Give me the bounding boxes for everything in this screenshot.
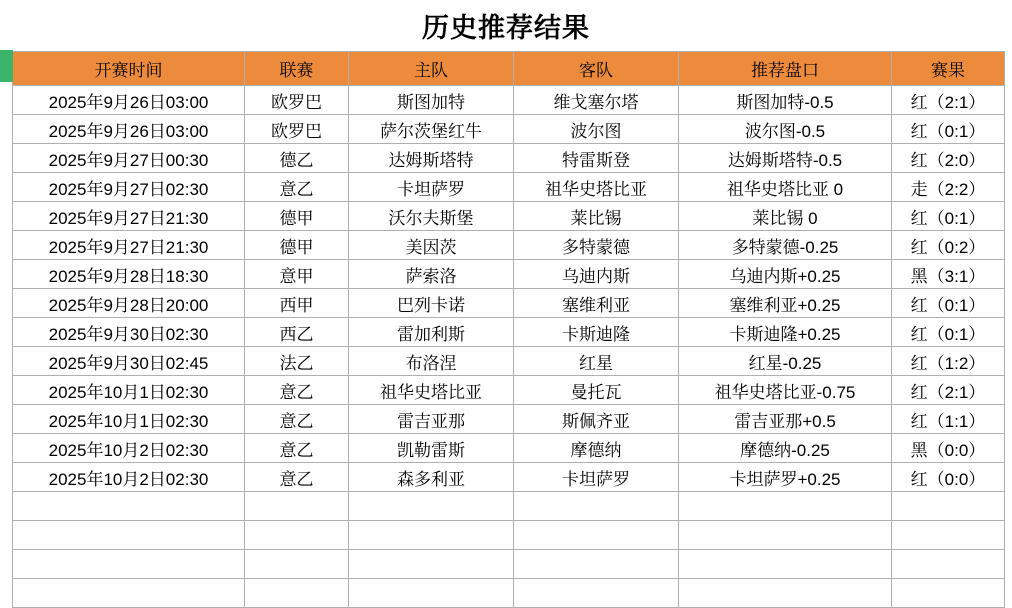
cell-league: 意乙 — [245, 173, 349, 202]
cell-recommendation: 雷吉亚那+0.5 — [679, 405, 892, 434]
cell-home: 雷加利斯 — [349, 318, 514, 347]
empty-cell — [679, 492, 892, 521]
cell-result: 黑（3:1） — [892, 260, 1005, 289]
cell-time: 2025年10月1日02:30 — [13, 405, 245, 434]
cell-away: 塞维利亚 — [514, 289, 679, 318]
cell-recommendation: 祖华史塔比亚 0 — [679, 173, 892, 202]
table-row — [13, 260, 1005, 289]
cell-recommendation: 红星-0.25 — [679, 347, 892, 376]
empty-table-row — [13, 492, 1005, 521]
cell-recommendation: 莱比锡 0 — [679, 202, 892, 231]
cell-result: 红（0:1） — [892, 202, 1005, 231]
empty-cell — [13, 550, 245, 579]
cell-league: 意乙 — [245, 463, 349, 492]
cell-league: 欧罗巴 — [245, 115, 349, 144]
cell-time: 2025年9月27日02:30 — [13, 173, 245, 202]
cell-result: 红（2:1） — [892, 376, 1005, 405]
table-row — [13, 289, 1005, 318]
cell-home: 斯图加特 — [349, 86, 514, 115]
cell-result: 红（0:1） — [892, 318, 1005, 347]
cell-league: 意乙 — [245, 376, 349, 405]
table-row — [13, 347, 1005, 376]
cell-result: 黑（0:0） — [892, 434, 1005, 463]
header-row — [13, 52, 1005, 86]
empty-cell — [892, 492, 1005, 521]
cell-league: 欧罗巴 — [245, 86, 349, 115]
column-header-league: 联赛 — [245, 52, 349, 86]
cell-result: 红（2:1） — [892, 86, 1005, 115]
empty-cell — [245, 521, 349, 550]
cell-away: 维戈塞尔塔 — [514, 86, 679, 115]
cell-time: 2025年9月28日18:30 — [13, 260, 245, 289]
cell-time: 2025年9月30日02:30 — [13, 318, 245, 347]
empty-cell — [679, 521, 892, 550]
empty-cell — [514, 550, 679, 579]
empty-cell — [892, 521, 1005, 550]
cell-away: 多特蒙德 — [514, 231, 679, 260]
cell-recommendation: 塞维利亚+0.25 — [679, 289, 892, 318]
table-row — [13, 434, 1005, 463]
cell-home: 卡坦萨罗 — [349, 173, 514, 202]
cell-result: 红（2:0） — [892, 144, 1005, 173]
empty-cell — [13, 492, 245, 521]
cell-home: 沃尔夫斯堡 — [349, 202, 514, 231]
table-row — [13, 115, 1005, 144]
cell-league: 德甲 — [245, 202, 349, 231]
cell-home: 祖华史塔比亚 — [349, 376, 514, 405]
cell-time: 2025年9月26日03:00 — [13, 86, 245, 115]
cell-result: 走（2:2） — [892, 173, 1005, 202]
cell-result: 红（0:2） — [892, 231, 1005, 260]
column-header-time: 开赛时间 — [13, 52, 245, 86]
table-row — [13, 463, 1005, 492]
cell-league: 意乙 — [245, 434, 349, 463]
column-header-result: 赛果 — [892, 52, 1005, 86]
empty-cell — [349, 550, 514, 579]
empty-table-row — [13, 550, 1005, 579]
table-row — [13, 231, 1005, 260]
cell-recommendation: 斯图加特-0.5 — [679, 86, 892, 115]
cell-home: 布洛涅 — [349, 347, 514, 376]
cell-home: 巴列卡诺 — [349, 289, 514, 318]
cell-league: 西乙 — [245, 318, 349, 347]
table-header — [13, 52, 1005, 86]
empty-cell — [679, 550, 892, 579]
cell-time: 2025年9月27日21:30 — [13, 231, 245, 260]
empty-cell — [13, 579, 245, 608]
cell-away: 特雷斯登 — [514, 144, 679, 173]
table-row — [13, 405, 1005, 434]
table-row — [13, 144, 1005, 173]
cell-recommendation: 摩德纳-0.25 — [679, 434, 892, 463]
table-row — [13, 376, 1005, 405]
cell-recommendation: 多特蒙德-0.25 — [679, 231, 892, 260]
cell-home: 美因茨 — [349, 231, 514, 260]
cell-result: 红（1:2） — [892, 347, 1005, 376]
cell-result: 红（1:1） — [892, 405, 1005, 434]
cell-home: 凯勒雷斯 — [349, 434, 514, 463]
column-header-away: 客队 — [514, 52, 679, 86]
cell-time: 2025年9月30日02:45 — [13, 347, 245, 376]
table-row — [13, 86, 1005, 115]
cell-home: 达姆斯塔特 — [349, 144, 514, 173]
cell-league: 意乙 — [245, 405, 349, 434]
cell-recommendation: 乌迪内斯+0.25 — [679, 260, 892, 289]
cell-away: 卡斯迪隆 — [514, 318, 679, 347]
cell-away: 祖华史塔比亚 — [514, 173, 679, 202]
cell-away: 乌迪内斯 — [514, 260, 679, 289]
cell-home: 萨尔茨堡红牛 — [349, 115, 514, 144]
cell-away: 斯佩齐亚 — [514, 405, 679, 434]
cell-time: 2025年10月1日02:30 — [13, 376, 245, 405]
cell-league: 德甲 — [245, 231, 349, 260]
cell-recommendation: 波尔图-0.5 — [679, 115, 892, 144]
cell-home: 雷吉亚那 — [349, 405, 514, 434]
column-header-recommendation: 推荐盘口 — [679, 52, 892, 86]
empty-table-row — [13, 579, 1005, 608]
cell-recommendation: 达姆斯塔特-0.5 — [679, 144, 892, 173]
cell-league: 法乙 — [245, 347, 349, 376]
history-results-table — [12, 51, 1005, 608]
empty-cell — [892, 550, 1005, 579]
empty-table-row — [13, 521, 1005, 550]
cell-recommendation: 卡坦萨罗+0.25 — [679, 463, 892, 492]
cell-recommendation: 祖华史塔比亚-0.75 — [679, 376, 892, 405]
empty-cell — [245, 579, 349, 608]
empty-cell — [349, 492, 514, 521]
empty-cell — [349, 521, 514, 550]
cell-time: 2025年9月27日21:30 — [13, 202, 245, 231]
cell-away: 卡坦萨罗 — [514, 463, 679, 492]
empty-cell — [514, 492, 679, 521]
cell-result: 红（0:1） — [892, 289, 1005, 318]
empty-cell — [349, 579, 514, 608]
cell-league: 德乙 — [245, 144, 349, 173]
cell-league: 意甲 — [245, 260, 349, 289]
column-header-home: 主队 — [349, 52, 514, 86]
cell-away: 莱比锡 — [514, 202, 679, 231]
table-row — [13, 202, 1005, 231]
cell-home: 森多利亚 — [349, 463, 514, 492]
empty-cell — [892, 579, 1005, 608]
cell-away: 摩德纳 — [514, 434, 679, 463]
cell-time: 2025年9月27日00:30 — [13, 144, 245, 173]
cell-away: 曼托瓦 — [514, 376, 679, 405]
empty-cell — [13, 521, 245, 550]
table-row — [13, 318, 1005, 347]
page-title: 历史推荐结果 — [422, 13, 590, 43]
empty-cell — [514, 579, 679, 608]
empty-cell — [514, 521, 679, 550]
empty-cell — [679, 579, 892, 608]
cell-time: 2025年10月2日02:30 — [13, 434, 245, 463]
cell-league: 西甲 — [245, 289, 349, 318]
cell-time: 2025年10月2日02:30 — [13, 463, 245, 492]
empty-cell — [245, 550, 349, 579]
cell-recommendation: 卡斯迪隆+0.25 — [679, 318, 892, 347]
row-selection-tab — [0, 50, 13, 82]
empty-cell — [245, 492, 349, 521]
cell-away: 波尔图 — [514, 115, 679, 144]
cell-time: 2025年9月28日20:00 — [13, 289, 245, 318]
cell-result: 红（0:1） — [892, 115, 1005, 144]
table-row — [13, 173, 1005, 202]
cell-home: 萨索洛 — [349, 260, 514, 289]
cell-result: 红（0:0） — [892, 463, 1005, 492]
cell-away: 红星 — [514, 347, 679, 376]
cell-time: 2025年9月26日03:00 — [13, 115, 245, 144]
table-body — [13, 86, 1005, 608]
